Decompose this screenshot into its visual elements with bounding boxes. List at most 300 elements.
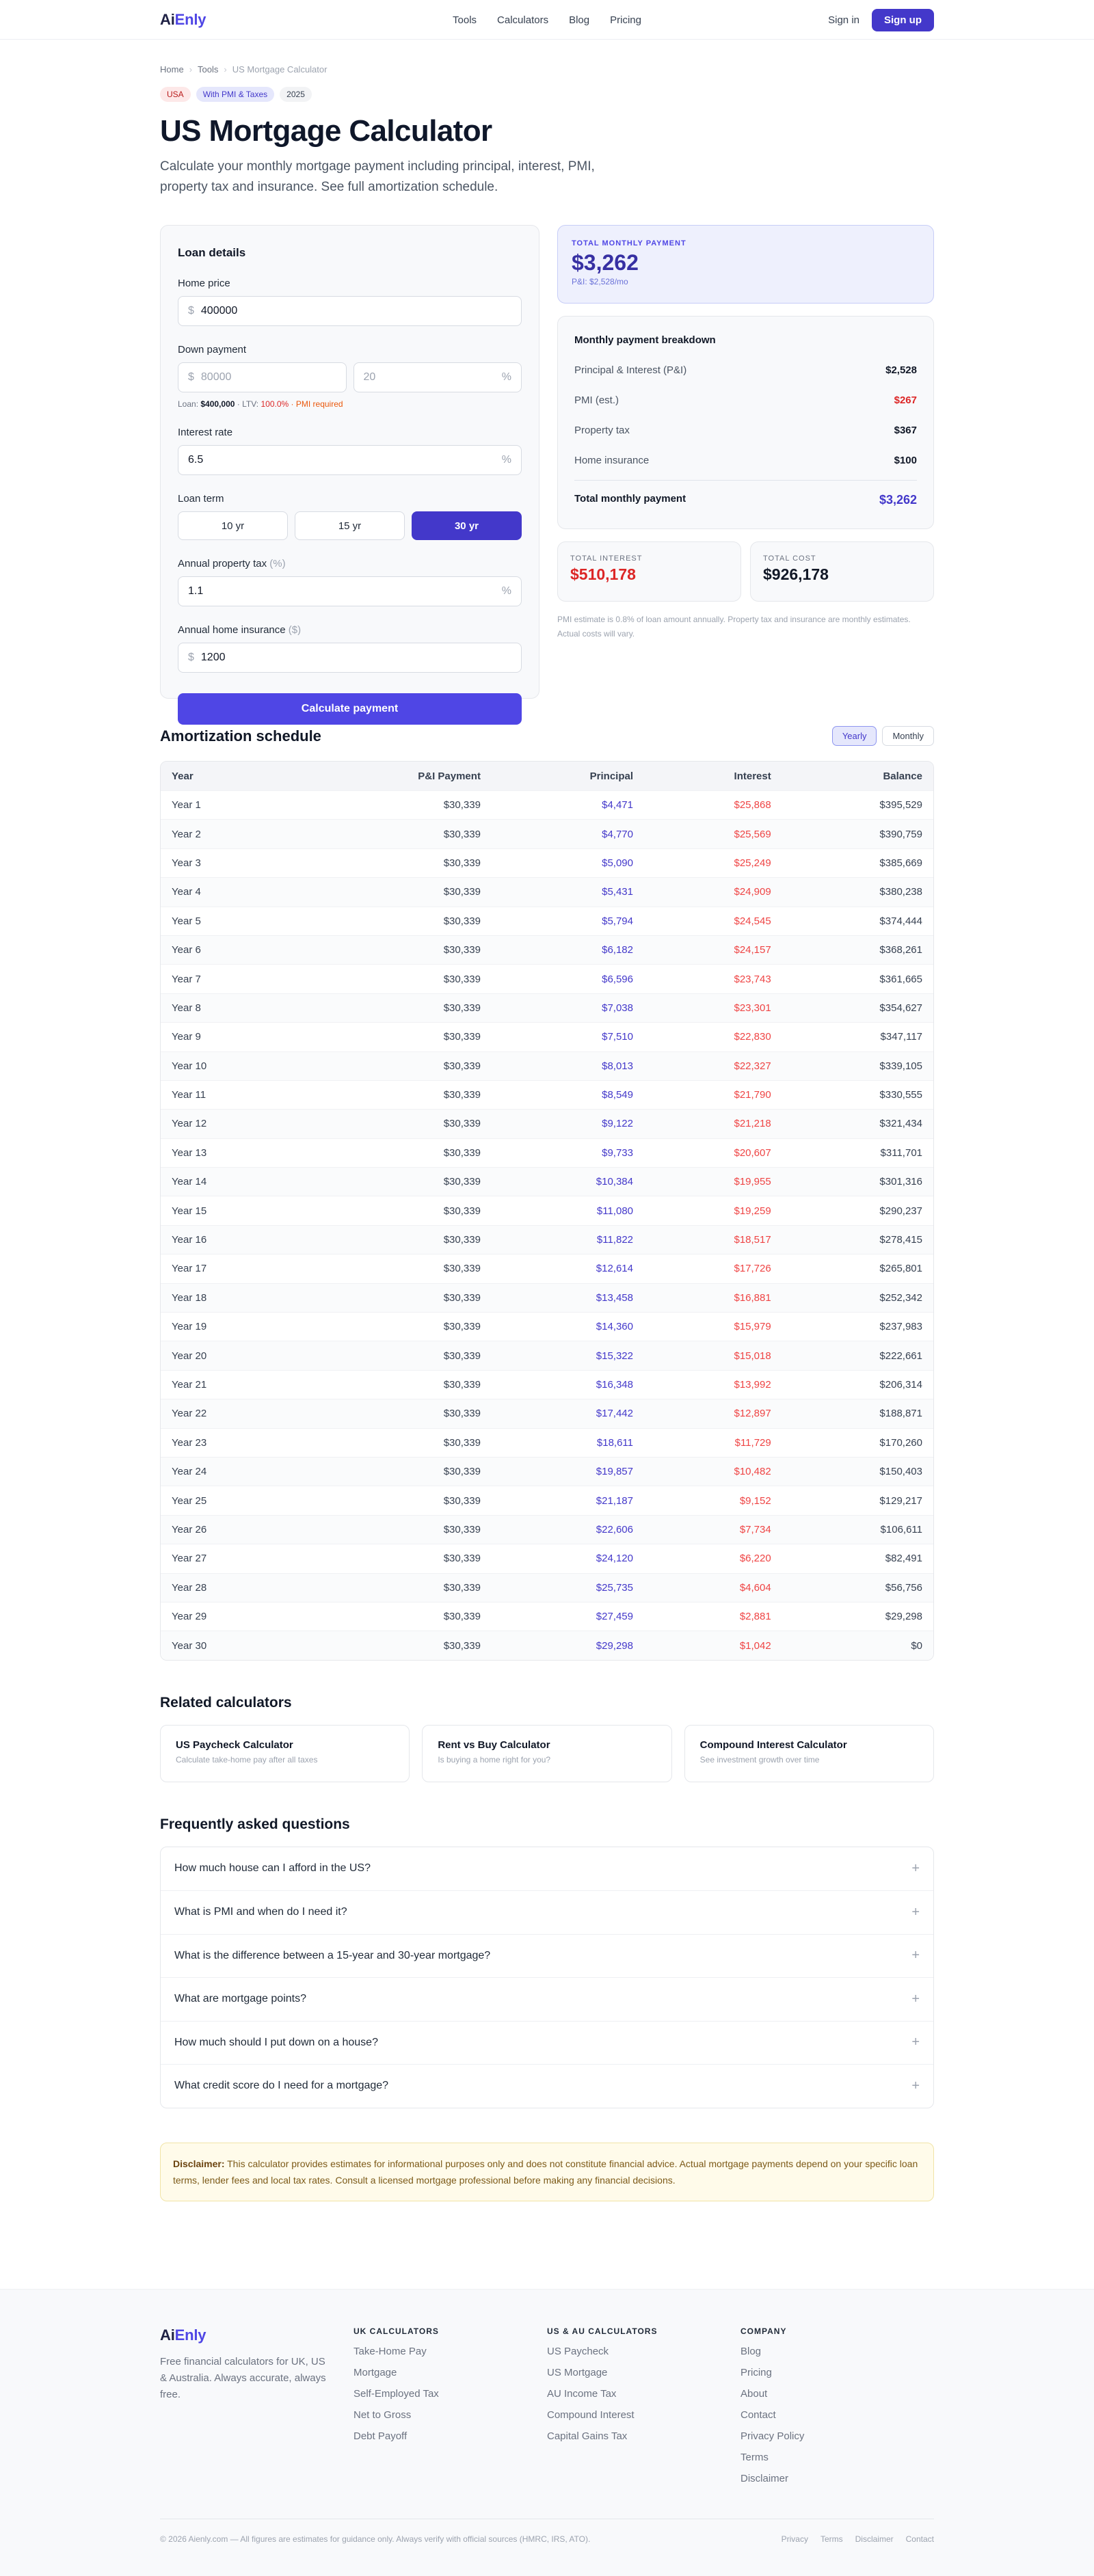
table-cell: Year 23 bbox=[161, 1428, 294, 1457]
total-interest-card bbox=[557, 541, 741, 602]
interest-rate-label: Interest rate bbox=[178, 427, 233, 438]
table-cell: $22,830 bbox=[644, 1022, 782, 1051]
table-cell: $390,759 bbox=[782, 819, 933, 848]
total-monthly-payment-label: TOTAL MONTHLY PAYMENT bbox=[572, 239, 686, 247]
table-cell: $25,868 bbox=[644, 790, 782, 819]
table-row bbox=[161, 1225, 933, 1254]
term-10yr-button[interactable]: 10 yr bbox=[178, 511, 288, 540]
table-cell: $22,327 bbox=[644, 1051, 782, 1080]
table-cell: $30,339 bbox=[294, 1312, 492, 1341]
total-monthly-payment-card bbox=[557, 225, 934, 304]
table-cell: $339,105 bbox=[782, 1051, 933, 1080]
table-cell: $13,992 bbox=[644, 1370, 782, 1399]
footer-contact-link[interactable]: Contact bbox=[905, 2534, 934, 2544]
breadcrumb-tools[interactable]: Tools bbox=[198, 64, 219, 75]
table-row bbox=[161, 907, 933, 935]
table-cell: $14,360 bbox=[492, 1312, 644, 1341]
table-cell: $10,482 bbox=[644, 1457, 782, 1486]
related-card-title: US Paycheck Calculator bbox=[176, 1739, 293, 1751]
table-row bbox=[161, 993, 933, 1022]
table-cell: $311,701 bbox=[782, 1138, 933, 1167]
down-payment-amount-placeholder: 80000 bbox=[200, 371, 232, 383]
table-row bbox=[161, 1109, 933, 1138]
breakdown-row bbox=[574, 455, 917, 466]
table-cell: Year 14 bbox=[161, 1167, 294, 1196]
related-calculators-list bbox=[160, 1725, 934, 1782]
table-cell: $30,339 bbox=[294, 1515, 492, 1544]
table-cell: $29,298 bbox=[492, 1631, 644, 1659]
table-cell: $9,152 bbox=[644, 1486, 782, 1514]
table-cell: Year 1 bbox=[161, 790, 294, 819]
table-cell: $30,339 bbox=[294, 993, 492, 1022]
table-cell: $30,339 bbox=[294, 1428, 492, 1457]
badge-pmi-taxes: With PMI & Taxes bbox=[196, 87, 274, 102]
home-insurance-unit: ($) bbox=[288, 624, 302, 636]
table-cell: $10,384 bbox=[492, 1167, 644, 1196]
footer-copyright: © 2026 Aienly.com — All figures are estimates for guidance only. Always verify with official sources (HMRC, IRS, ATO). bbox=[160, 2534, 591, 2544]
footer-link[interactable]: Capital Gains Tax bbox=[547, 2430, 628, 2442]
breakdown-title: Monthly payment breakdown bbox=[574, 334, 716, 346]
total-cost-label: TOTAL COST bbox=[763, 554, 816, 563]
table-cell: $30,339 bbox=[294, 964, 492, 993]
breadcrumb-separator: › bbox=[224, 64, 227, 75]
percent-suffix: % bbox=[501, 371, 511, 383]
top-navigation-bar bbox=[0, 0, 1094, 40]
table-cell: $222,661 bbox=[782, 1341, 933, 1369]
home-insurance-input[interactable] bbox=[178, 643, 522, 673]
table-cell: Year 6 bbox=[161, 935, 294, 964]
footer-link[interactable]: Net to Gross bbox=[353, 2409, 412, 2421]
table-cell: Year 17 bbox=[161, 1254, 294, 1283]
logo-text-ai: Ai bbox=[160, 2326, 175, 2344]
table-cell: $321,434 bbox=[782, 1109, 933, 1138]
property-tax-unit: (%) bbox=[269, 558, 286, 569]
faq-question: How much should I put down on a house? bbox=[174, 2036, 378, 2048]
down-payment-percent-placeholder: 20 bbox=[363, 371, 376, 383]
table-cell: $27,459 bbox=[492, 1602, 644, 1631]
related-card-desc: Calculate take-home pay after all taxes bbox=[176, 1754, 318, 1765]
table-row bbox=[161, 1341, 933, 1369]
faq-question: How much house can I afford in the US? bbox=[174, 1862, 371, 1875]
plus-icon: + bbox=[911, 1904, 920, 1920]
total-interest-label: TOTAL INTEREST bbox=[570, 554, 643, 563]
payment-breakdown-card bbox=[557, 316, 934, 529]
nav-blog-link[interactable]: Blog bbox=[569, 14, 590, 26]
table-cell: $30,339 bbox=[294, 1080, 492, 1109]
footer-link[interactable]: Pricing bbox=[741, 2366, 772, 2378]
property-tax-label-text: Annual property tax bbox=[178, 558, 267, 569]
breakdown-label: PMI (est.) bbox=[574, 394, 619, 406]
loan-term-label: Loan term bbox=[178, 493, 224, 505]
table-cell: $4,604 bbox=[644, 1573, 782, 1602]
footer-link[interactable]: Blog bbox=[741, 2345, 762, 2357]
breakdown-total-label: Total monthly payment bbox=[574, 493, 686, 505]
faq-item[interactable] bbox=[161, 2021, 933, 2065]
footer-link[interactable]: Privacy Policy bbox=[741, 2430, 805, 2442]
footer-link[interactable]: Mortgage bbox=[353, 2366, 397, 2378]
table-cell: Year 26 bbox=[161, 1515, 294, 1544]
table-cell: $6,596 bbox=[492, 964, 644, 993]
table-cell: Year 13 bbox=[161, 1138, 294, 1167]
table-cell: $7,510 bbox=[492, 1022, 644, 1051]
monthly-toggle-button[interactable]: Monthly bbox=[882, 726, 934, 746]
badge-year: 2025 bbox=[280, 87, 312, 102]
breakdown-label: Property tax bbox=[574, 425, 630, 436]
plus-icon: + bbox=[911, 2078, 920, 2093]
table-cell: $347,117 bbox=[782, 1022, 933, 1051]
footer-link[interactable]: Self-Employed Tax bbox=[353, 2387, 439, 2400]
table-cell: $30,339 bbox=[294, 1370, 492, 1399]
footer-column-heading: COMPANY bbox=[741, 2326, 787, 2336]
table-cell: $206,314 bbox=[782, 1370, 933, 1399]
table-cell: Year 19 bbox=[161, 1312, 294, 1341]
footer-column-us-au bbox=[547, 2326, 741, 2484]
table-cell: Year 2 bbox=[161, 819, 294, 848]
hint-ltv-label: LTV: bbox=[242, 399, 259, 409]
plus-icon: + bbox=[911, 1860, 920, 1876]
estimate-note: PMI estimate is 0.8% of loan amount annually. Property tax and insurance are monthly estimates. Actual costs will vary. bbox=[557, 615, 911, 639]
table-cell: $19,955 bbox=[644, 1167, 782, 1196]
table-cell: $368,261 bbox=[782, 935, 933, 964]
footer-link[interactable]: Debt Payoff bbox=[353, 2430, 408, 2442]
table-cell: $30,339 bbox=[294, 819, 492, 848]
table-cell: $0 bbox=[782, 1631, 933, 1659]
down-payment-amount-input[interactable] bbox=[178, 362, 347, 392]
table-cell: $2,881 bbox=[644, 1602, 782, 1631]
nav-tools-link[interactable]: Tools bbox=[453, 14, 477, 26]
table-row bbox=[161, 1573, 933, 1602]
disclaimer-box bbox=[160, 2143, 934, 2201]
percent-suffix: % bbox=[501, 585, 511, 597]
breakdown-row bbox=[574, 364, 917, 376]
table-cell: $25,569 bbox=[644, 819, 782, 848]
logo-text-enly: Enly bbox=[174, 11, 206, 28]
table-cell: $30,339 bbox=[294, 1399, 492, 1427]
table-cell: $9,122 bbox=[492, 1109, 644, 1138]
interest-rate-value: 6.5 bbox=[188, 454, 204, 466]
home-price-label: Home price bbox=[178, 278, 230, 289]
breakdown-label: Principal & Interest (P&I) bbox=[574, 364, 687, 376]
faq-question: What is the difference between a 15-year and 30-year mortgage? bbox=[174, 1949, 491, 1961]
table-cell: $106,611 bbox=[782, 1515, 933, 1544]
table-cell: $290,237 bbox=[782, 1196, 933, 1224]
breakdown-row bbox=[574, 394, 917, 406]
table-cell: Year 7 bbox=[161, 964, 294, 993]
table-cell: $395,529 bbox=[782, 790, 933, 819]
table-cell: $30,339 bbox=[294, 935, 492, 964]
hint-separator: · bbox=[237, 399, 240, 409]
table-row bbox=[161, 1051, 933, 1080]
table-row bbox=[161, 1312, 933, 1341]
table-cell: $8,013 bbox=[492, 1051, 644, 1080]
table-cell: $20,607 bbox=[644, 1138, 782, 1167]
table-row bbox=[161, 848, 933, 877]
column-header: Interest bbox=[644, 762, 782, 790]
breakdown-value: $100 bbox=[894, 455, 917, 466]
table-cell: $6,220 bbox=[644, 1544, 782, 1572]
table-cell: $30,339 bbox=[294, 1341, 492, 1369]
table-cell: $30,339 bbox=[294, 1109, 492, 1138]
property-tax-value: 1.1 bbox=[188, 585, 204, 597]
table-cell: $30,339 bbox=[294, 1138, 492, 1167]
table-cell: $13,458 bbox=[492, 1283, 644, 1312]
table-row bbox=[161, 790, 933, 819]
sign-in-link[interactable]: Sign in bbox=[828, 14, 859, 26]
related-card-us-paycheck[interactable] bbox=[160, 1725, 410, 1782]
home-price-value: 400000 bbox=[200, 305, 238, 317]
table-cell: $29,298 bbox=[782, 1602, 933, 1631]
table-cell: Year 28 bbox=[161, 1573, 294, 1602]
footer-link[interactable]: Compound Interest bbox=[547, 2409, 635, 2421]
table-row bbox=[161, 1602, 933, 1631]
table-cell: $5,794 bbox=[492, 907, 644, 935]
footer-link[interactable]: Contact bbox=[741, 2409, 776, 2421]
table-cell: $25,249 bbox=[644, 848, 782, 877]
schedule-view-toggle bbox=[832, 726, 934, 746]
table-cell: $6,182 bbox=[492, 935, 644, 964]
table-cell: $24,909 bbox=[644, 877, 782, 906]
related-card-title: Rent vs Buy Calculator bbox=[438, 1739, 550, 1751]
badge-usa: USA bbox=[160, 87, 191, 102]
breakdown-total-value: $3,262 bbox=[879, 493, 917, 507]
column-header: Year bbox=[161, 762, 294, 790]
table-cell: $21,187 bbox=[492, 1486, 644, 1514]
table-cell: Year 22 bbox=[161, 1399, 294, 1427]
table-cell: $30,339 bbox=[294, 1602, 492, 1631]
table-cell: $30,339 bbox=[294, 1225, 492, 1254]
disclaimer-label: Disclaimer: bbox=[173, 2158, 225, 2169]
total-cost-card bbox=[750, 541, 934, 602]
breadcrumb bbox=[160, 64, 934, 75]
table-cell: $361,665 bbox=[782, 964, 933, 993]
related-card-title: Compound Interest Calculator bbox=[699, 1739, 847, 1751]
table-cell: $4,770 bbox=[492, 819, 644, 848]
footer-terms-link[interactable]: Terms bbox=[820, 2534, 843, 2544]
table-header-row bbox=[161, 762, 933, 790]
table-cell: $8,549 bbox=[492, 1080, 644, 1109]
table-cell: Year 27 bbox=[161, 1544, 294, 1572]
total-monthly-payment-value: $3,262 bbox=[572, 250, 639, 275]
table-row bbox=[161, 1370, 933, 1399]
yearly-toggle-button[interactable]: Yearly bbox=[832, 726, 877, 746]
sign-up-button[interactable]: Sign up bbox=[872, 9, 934, 31]
breadcrumb-current: US Mortgage Calculator bbox=[232, 64, 328, 75]
faq-title: Frequently asked questions bbox=[160, 1816, 350, 1832]
faq-item[interactable] bbox=[161, 1977, 933, 2021]
table-cell: $24,545 bbox=[644, 907, 782, 935]
table-cell: $19,857 bbox=[492, 1457, 644, 1486]
table-cell: Year 15 bbox=[161, 1196, 294, 1224]
footer-link[interactable]: Terms bbox=[741, 2451, 769, 2463]
footer-column-heading: UK CALCULATORS bbox=[353, 2326, 439, 2336]
table-cell: Year 30 bbox=[161, 1631, 294, 1659]
table-cell: $30,339 bbox=[294, 1254, 492, 1283]
breakdown-value: $367 bbox=[894, 425, 917, 436]
table-cell: $18,517 bbox=[644, 1225, 782, 1254]
table-cell: Year 5 bbox=[161, 907, 294, 935]
column-header: P&I Payment bbox=[294, 762, 492, 790]
table-cell: $56,756 bbox=[782, 1573, 933, 1602]
breakdown-row bbox=[574, 425, 917, 436]
table-cell: $24,120 bbox=[492, 1544, 644, 1572]
table-cell: $129,217 bbox=[782, 1486, 933, 1514]
table-cell: $30,339 bbox=[294, 1283, 492, 1312]
table-cell: $374,444 bbox=[782, 907, 933, 935]
property-tax-input[interactable] bbox=[178, 576, 522, 606]
footer-privacy-link[interactable]: Privacy bbox=[781, 2534, 808, 2544]
table-cell: $23,301 bbox=[644, 993, 782, 1022]
related-card-rent-vs-buy[interactable] bbox=[422, 1725, 671, 1782]
table-cell: $301,316 bbox=[782, 1167, 933, 1196]
faq-item[interactable] bbox=[161, 1890, 933, 1934]
footer-disclaimer-link[interactable]: Disclaimer bbox=[855, 2534, 894, 2544]
table-cell: $252,342 bbox=[782, 1283, 933, 1312]
table-cell: Year 21 bbox=[161, 1370, 294, 1399]
table-cell: $30,339 bbox=[294, 790, 492, 819]
footer-column-heading: US & AU CALCULATORS bbox=[547, 2326, 658, 2336]
table-row bbox=[161, 1196, 933, 1224]
table-cell: $17,442 bbox=[492, 1399, 644, 1427]
table-cell: $30,339 bbox=[294, 877, 492, 906]
table-cell: $278,415 bbox=[782, 1225, 933, 1254]
table-cell: $30,339 bbox=[294, 1167, 492, 1196]
table-cell: $5,090 bbox=[492, 848, 644, 877]
table-cell: $15,979 bbox=[644, 1312, 782, 1341]
table-cell: $330,555 bbox=[782, 1080, 933, 1109]
currency-prefix: $ bbox=[188, 305, 194, 317]
table-cell: $30,339 bbox=[294, 1196, 492, 1224]
footer-column-company bbox=[741, 2326, 934, 2484]
table-cell: $23,743 bbox=[644, 964, 782, 993]
footer-link[interactable]: Disclaimer bbox=[741, 2472, 789, 2484]
plus-icon: + bbox=[911, 1948, 920, 1963]
table-cell: $30,339 bbox=[294, 1457, 492, 1486]
table-row bbox=[161, 964, 933, 993]
footer-column-uk bbox=[353, 2326, 547, 2484]
table-cell: $12,897 bbox=[644, 1399, 782, 1427]
table-cell: $4,471 bbox=[492, 790, 644, 819]
footer-link[interactable]: US Paycheck bbox=[547, 2345, 609, 2357]
nav-pricing-link[interactable]: Pricing bbox=[610, 14, 641, 26]
table-cell: Year 9 bbox=[161, 1022, 294, 1051]
table-row bbox=[161, 877, 933, 906]
table-cell: $11,080 bbox=[492, 1196, 644, 1224]
footer bbox=[0, 2289, 1094, 2576]
plus-icon: + bbox=[911, 2035, 920, 2050]
faq-item[interactable] bbox=[161, 2064, 933, 2108]
home-price-input[interactable] bbox=[178, 296, 522, 326]
faq-question: What is PMI and when do I need it? bbox=[174, 1906, 347, 1918]
table-cell: $7,038 bbox=[492, 993, 644, 1022]
table-cell: $15,322 bbox=[492, 1341, 644, 1369]
loan-ltv-hint bbox=[178, 399, 522, 409]
table-cell: $15,018 bbox=[644, 1341, 782, 1369]
column-header: Principal bbox=[492, 762, 644, 790]
table-row bbox=[161, 1544, 933, 1572]
table-cell: Year 25 bbox=[161, 1486, 294, 1514]
logo-text-enly: Enly bbox=[174, 2326, 206, 2344]
term-30yr-button[interactable]: 30 yr bbox=[412, 511, 522, 540]
interest-rate-input[interactable] bbox=[178, 445, 522, 475]
table-cell: $24,157 bbox=[644, 935, 782, 964]
table-cell: Year 24 bbox=[161, 1457, 294, 1486]
pi-monthly-subtext: P&I: $2,528/mo bbox=[572, 277, 628, 286]
table-cell: $385,669 bbox=[782, 848, 933, 877]
home-insurance-label bbox=[178, 624, 522, 636]
table-cell: Year 18 bbox=[161, 1283, 294, 1312]
table-cell: Year 3 bbox=[161, 848, 294, 877]
table-cell: $30,339 bbox=[294, 1051, 492, 1080]
term-15yr-button[interactable]: 15 yr bbox=[295, 511, 405, 540]
table-cell: Year 16 bbox=[161, 1225, 294, 1254]
table-row bbox=[161, 1515, 933, 1544]
table-cell: $30,339 bbox=[294, 1544, 492, 1572]
hint-ltv-value: 100.0% bbox=[261, 399, 289, 409]
home-insurance-value: 1200 bbox=[200, 652, 226, 663]
table-cell: $30,339 bbox=[294, 907, 492, 935]
table-row bbox=[161, 1080, 933, 1109]
table-cell: $265,801 bbox=[782, 1254, 933, 1283]
table-cell: $30,339 bbox=[294, 1631, 492, 1659]
amortization-title: Amortization schedule bbox=[160, 727, 321, 744]
loan-term-selector bbox=[178, 511, 522, 540]
table-cell: Year 10 bbox=[161, 1051, 294, 1080]
footer-link[interactable]: US Mortgage bbox=[547, 2366, 608, 2378]
table-row bbox=[161, 1631, 933, 1659]
breadcrumb-home[interactable]: Home bbox=[160, 64, 184, 75]
table-row bbox=[161, 1167, 933, 1196]
hint-loan-value: $400,000 bbox=[200, 399, 235, 409]
table-row bbox=[161, 1399, 933, 1427]
breakdown-value: $267 bbox=[894, 394, 917, 406]
table-cell: $170,260 bbox=[782, 1428, 933, 1457]
table-cell: $380,238 bbox=[782, 877, 933, 906]
faq-item[interactable] bbox=[161, 1934, 933, 1978]
table-cell: $82,491 bbox=[782, 1544, 933, 1572]
table-cell: $5,431 bbox=[492, 877, 644, 906]
breakdown-value: $2,528 bbox=[885, 364, 917, 376]
table-row bbox=[161, 935, 933, 964]
table-cell: $25,735 bbox=[492, 1573, 644, 1602]
faq-item[interactable] bbox=[161, 1847, 933, 1891]
related-card-compound-interest[interactable] bbox=[684, 1725, 934, 1782]
nav-calculators-link[interactable]: Calculators bbox=[497, 14, 549, 26]
down-payment-percent-input[interactable] bbox=[353, 362, 522, 392]
table-row bbox=[161, 1138, 933, 1167]
footer-logo[interactable] bbox=[160, 2326, 353, 2344]
footer-link[interactable]: About bbox=[741, 2387, 768, 2400]
table-cell: $16,881 bbox=[644, 1283, 782, 1312]
hint-loan-label: Loan: bbox=[178, 399, 199, 409]
table-cell: $150,403 bbox=[782, 1457, 933, 1486]
table-cell: $11,822 bbox=[492, 1225, 644, 1254]
footer-link[interactable]: Take-Home Pay bbox=[353, 2345, 427, 2357]
calculate-payment-button[interactable]: Calculate payment bbox=[178, 693, 522, 725]
percent-suffix: % bbox=[501, 454, 511, 466]
page-title: US Mortgage Calculator bbox=[160, 114, 492, 148]
table-cell: $21,790 bbox=[644, 1080, 782, 1109]
table-row bbox=[161, 1486, 933, 1514]
table-cell: $18,611 bbox=[492, 1428, 644, 1457]
footer-link[interactable]: AU Income Tax bbox=[547, 2387, 617, 2400]
breakdown-total-row bbox=[574, 480, 917, 507]
logo[interactable] bbox=[160, 11, 206, 29]
faq-question: What are mortgage points? bbox=[174, 1993, 306, 2005]
table-row bbox=[161, 1457, 933, 1486]
related-card-desc: See investment growth over time bbox=[699, 1754, 820, 1765]
faq-question: What credit score do I need for a mortgage? bbox=[174, 2080, 389, 2092]
footer-tagline: Free financial calculators for UK, US & Australia. Always accurate, always free. bbox=[160, 2355, 326, 2400]
